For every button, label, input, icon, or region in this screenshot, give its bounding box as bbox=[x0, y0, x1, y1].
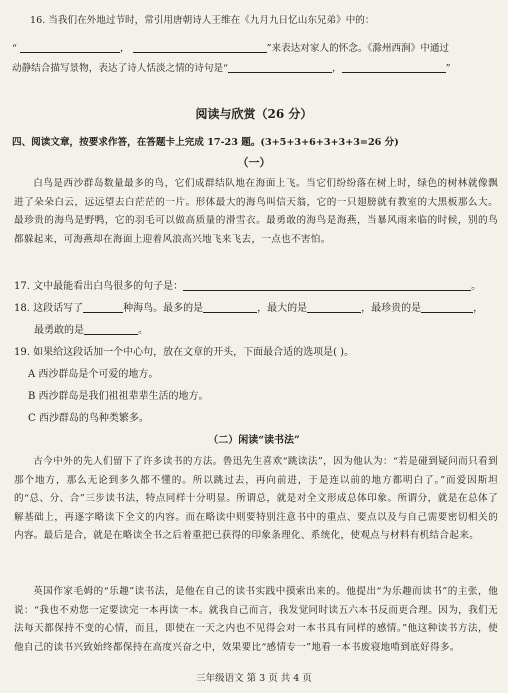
q16-line1: 16. 当我们在外地过节时，常引用唐朝诗人王维在《九月九日忆山东兄弟》中的： bbox=[30, 15, 375, 26]
answer-blank[interactable] bbox=[183, 280, 471, 291]
answer-blank[interactable] bbox=[83, 302, 123, 313]
q19-question: 19. 如果给这段话加一个中心句，放在文章的开头，下面最合适的选项是( )。 bbox=[14, 347, 355, 358]
answer-blank[interactable] bbox=[342, 62, 446, 73]
q16-line3 bbox=[12, 62, 498, 75]
answer-blank[interactable] bbox=[228, 62, 332, 73]
passage1-text: 白鸟是西沙群岛数量最多的鸟，它们成群结队地在海面上飞。当它们纷纷落在树上时，绿色的树林就像飘进了朵朵白云，远远望去白茫茫的一片。形体最大的海鸟叫信天翁，它的一只翅膀就有教室的大黑板那么大。最珍贵的海鸟是野鸭，它的羽毛可以做高质量的滑雪衣。最勇敢的海鸟是海燕，当暴风雨来临的时候，别的鸟都躲起来，可海燕却在海面上迎着风浪高兴地飞来飞去，一点也不害怕。 bbox=[14, 178, 498, 245]
q16-line2-tail: ”来表达对家人的怀念。《滁州西涧》中通过 bbox=[266, 43, 450, 54]
q17-line bbox=[14, 280, 498, 293]
q18-part6: 最勇敢的是 bbox=[34, 325, 84, 336]
q18-part5: ， bbox=[473, 303, 484, 314]
q16-quote-open: “ bbox=[12, 43, 17, 54]
q16-comma-2: ， bbox=[331, 63, 342, 74]
q16-line3-text: 动静结合描写景物，表达了诗人恬淡之情的诗句是“ bbox=[12, 63, 228, 74]
section-title: 阅读与欣赏（26 分） bbox=[195, 107, 313, 121]
q18-part3: ，最大的是 bbox=[257, 303, 308, 314]
answer-blank[interactable] bbox=[20, 42, 120, 53]
answer-blank[interactable] bbox=[84, 324, 138, 335]
answer-blank[interactable] bbox=[203, 302, 257, 313]
q19-option-c[interactable]: C 西沙群岛的鸟种类繁多。 bbox=[28, 413, 149, 424]
q18-part2: 种海鸟。最多的是 bbox=[123, 303, 204, 314]
q19-option-a[interactable]: A 西沙群岛是个可爱的地方。 bbox=[28, 369, 159, 380]
answer-blank[interactable] bbox=[133, 42, 267, 53]
q18-line2 bbox=[34, 324, 498, 337]
q18-part1: 18. 这段话写了 bbox=[14, 303, 84, 314]
part4-instructions: 四、阅读文章，按要求作答，在答题卡上完成 17-23 题。(3+5+3+6+3+3+3=26 分) bbox=[12, 137, 399, 148]
q18-part4: ，最珍贵的是 bbox=[361, 303, 422, 314]
q18-line1 bbox=[14, 302, 498, 315]
q16-quote-close: ” bbox=[445, 63, 451, 74]
passage1-heading: （一） bbox=[237, 156, 271, 169]
answer-blank[interactable] bbox=[307, 302, 361, 313]
q17-end: 。 bbox=[471, 281, 482, 292]
q16-line2 bbox=[12, 42, 498, 55]
passage2-para2: 英国作家毛姆的“乐趣”读书法，是他在自己的读书实践中摸索出来的。他提出“为乐趣而读书”的主张，他说：“我也不劝您一定要读完一本再读一本。就我自己而言，我发觉同时读五六本书反而更合理。因为，我们无法每天都保持不变的心情，而且，即使在一天之内也不见得会对一本书具有同样的感情。”他这种读书方法，使他自己的读书兴致始终都保持在高度兴奋之中，效果要比“感情专一”地看一本书废寝地啃到底好得多。 bbox=[14, 586, 498, 653]
page-footer: 三年级语文 第 3 页 共 4 页 bbox=[196, 673, 312, 684]
q16-comma: ， bbox=[119, 43, 130, 54]
passage2-heading: （二）闲读“读书法” bbox=[208, 435, 300, 446]
q19-option-b[interactable]: B 西沙群岛是我们祖祖辈辈生活的地方。 bbox=[28, 391, 209, 402]
passage2-para1: 古今中外的先人们留下了许多读书的方法。鲁迅先生喜欢“跳读法”，因为他认为：“若是碰到疑问而只看到那个地方，那么无论到多久都不懂的。所以跳过去，再向前进，于是连以前的地方都明白了。”而爱因斯坦的“总、分、合”三步读书法，特点同样十分明显。所谓总，就是对全文形成总体印象。所谓分，就是在总体了解基础上，再逐字略读下全文的内容。而在略读中则要特别注意书中的重点、要点以及与自己需要密切相关的内容。最后是合，就是在略读全书之后着重把已获得的印象条理化、系统化，使观点与材料有机结合起来。 bbox=[14, 456, 498, 541]
q17-text: 17. 文中最能看出白鸟很多的句子是： bbox=[14, 281, 184, 292]
answer-blank[interactable] bbox=[421, 302, 473, 313]
q18-part7: 。 bbox=[138, 325, 148, 336]
